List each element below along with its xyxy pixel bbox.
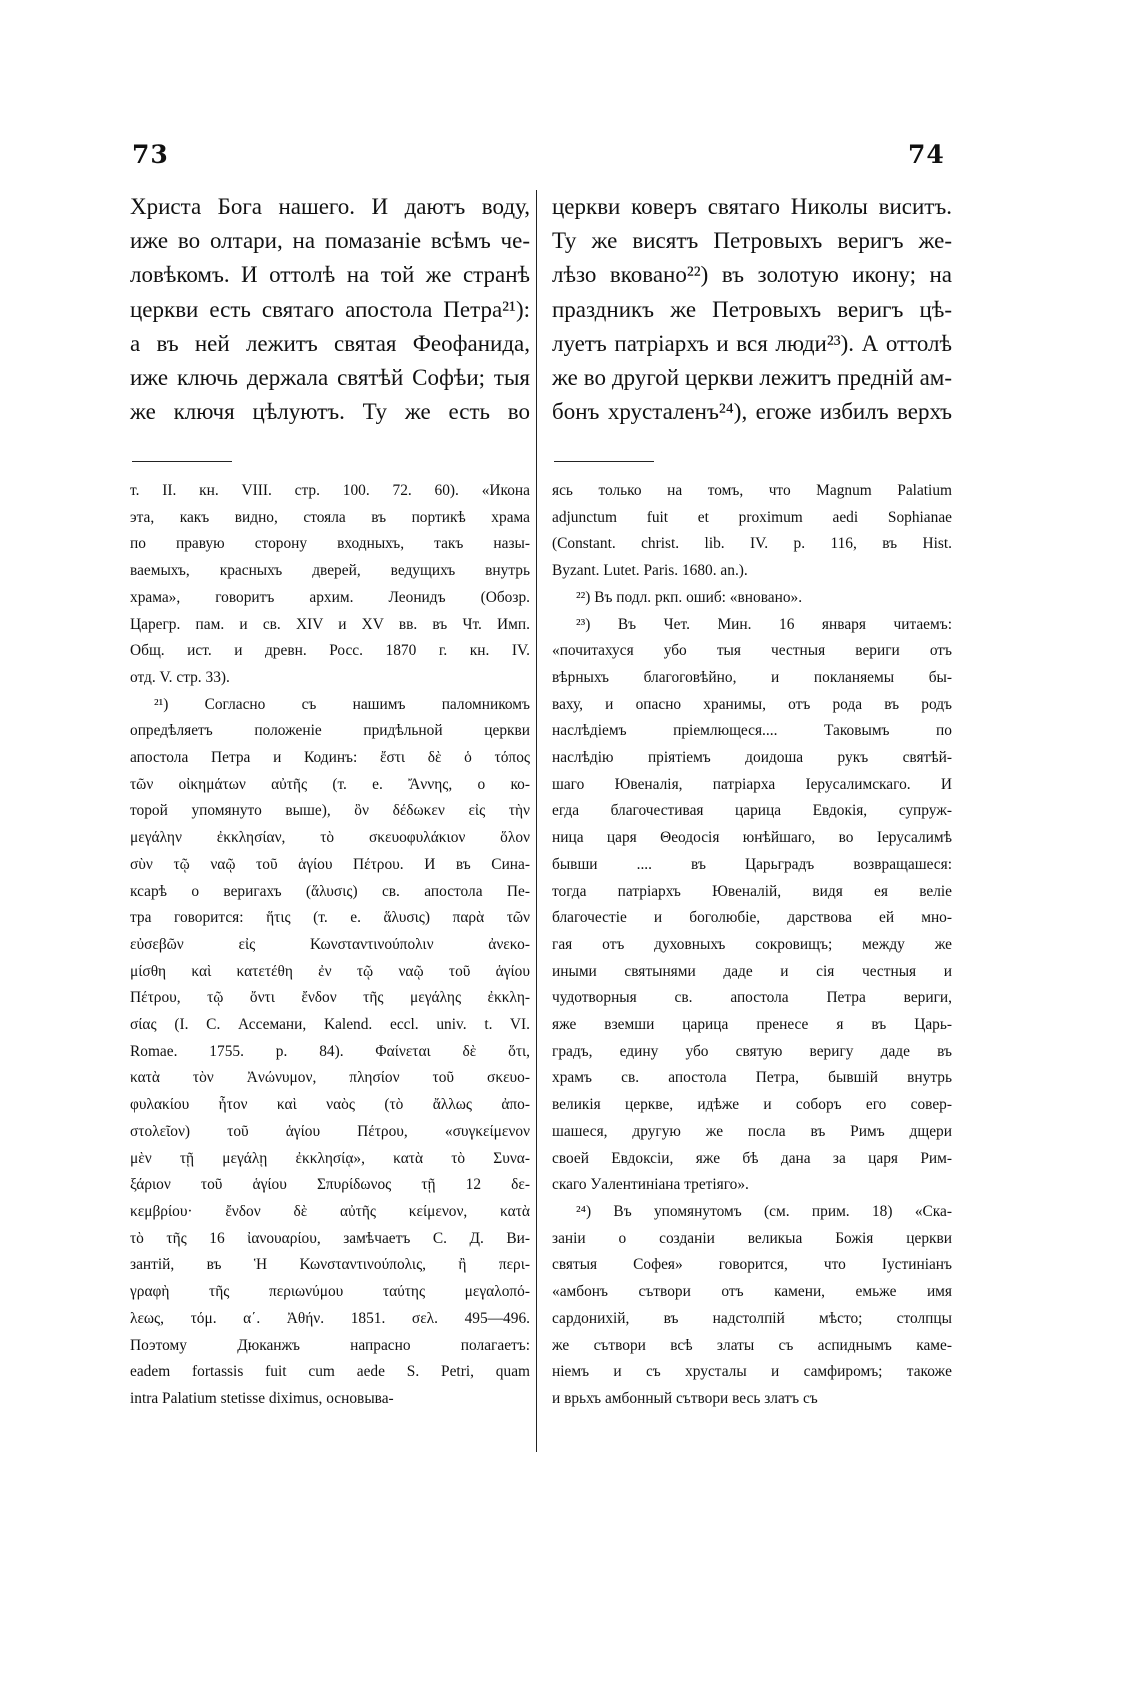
- main-line: а въ ней лежитъ святая Феофанида,: [130, 330, 530, 356]
- right-main-text: [552, 190, 952, 430]
- footnote-line: храмъ св. апостола Петра, бывшій внутрь: [552, 1069, 952, 1087]
- footnote-line: храма», говоритъ архим. Леонидъ (Обозр.: [130, 588, 530, 606]
- footnote-line: святыя Софея» говорится, что Іустиніанъ: [552, 1256, 952, 1274]
- footnote-line: στολεῖον) τοῦ ἁγίου Πέτρου, «συγκείμενον: [130, 1122, 530, 1140]
- footnote-line: ница царя Θеодосія юнѣйшаго, во Іерусалимѣ: [552, 829, 952, 847]
- footnote-line: тра говорится: ἥτις (т. е. ἅλυσις) παρὰ τῶν: [130, 909, 530, 927]
- main-line: лѣзо вковано²²) въ золотую икону; на: [552, 262, 952, 288]
- main-line: иже во олтари, на помазаніе всѣмъ че-: [130, 228, 530, 254]
- main-line: луетъ патріархъ и вся люди²³). А оттолѣ: [552, 330, 952, 356]
- left-main-text: [130, 190, 530, 430]
- footnote-line: Byzant. Lutet. Paris. 1680. an.).: [552, 562, 748, 580]
- footnote-line: εὐσεβῶν εἰς Κωνσταντινούπολιν ἀνεκο-: [130, 935, 530, 953]
- main-line: Христа Бога нашего. И даютъ воду,: [130, 194, 530, 219]
- footnote-line: егда благочестивая царица Евдокія, супруж-: [552, 802, 952, 820]
- right-footnotes: [552, 478, 952, 1413]
- footnote-line: благочестіе и боголюбіе, дарствова ей мно-: [552, 909, 952, 927]
- main-line: бонъ хрусталенъ²⁴), егоже избилъ верхъ: [552, 399, 952, 425]
- footnote-line: тогда патріархъ Ювеналій, видя ея веліе: [552, 882, 952, 900]
- footnote-line: эта, какъ видно, стояла въ портикѣ храма: [130, 508, 530, 526]
- footnote-line: отд. V. стр. 33).: [130, 668, 230, 686]
- page-number-left: 73: [132, 140, 169, 169]
- main-line: церкви коверъ святаго Николы виситъ.: [552, 194, 952, 219]
- footnote-line: μεγάλην ἐκκλησίαν, τὸ σκευοφυλάκιον ὅλον: [130, 829, 530, 847]
- footnote-rule: [132, 461, 232, 462]
- left-column: [130, 190, 530, 1413]
- footnote-line: eadem fortassis fuit cum aede S. Petri, quam: [130, 1363, 530, 1381]
- main-line: праздникъ же Петровыхъ веригъ цѣ-: [552, 296, 952, 322]
- footnote-line: γραφὴ τῆς περιωνύμου ταύτης μεγαλοπό-: [130, 1283, 530, 1301]
- main-line: же во другой церкви лежитъ предній ам-: [552, 365, 952, 391]
- main-line: же ключя цѣлуютъ. Ту же есть во: [130, 399, 530, 425]
- footnote-line: Romae. 1755. p. 84). Φαίνεται δὲ ὅτι,: [130, 1042, 530, 1060]
- footnote-line: ²²) Въ подл. ркп. ошиб: «вновано».: [576, 588, 803, 606]
- footnote-line: σὺν τῷ ναῷ τοῦ ἁγίου Πέτρου. И въ Сина-: [130, 855, 530, 873]
- main-line: ловѣкомъ. И оттолѣ на той же странѣ: [130, 262, 530, 288]
- footnote-line: «амбонъ сътвори отъ камени, емьже имя: [552, 1283, 952, 1301]
- main-line: Ту же висятъ Петровыхъ веригъ же-: [552, 228, 952, 254]
- footnote-line: φυλακίου ἦτον καὶ ναὸς (τὸ ἄλλως ἀπο-: [130, 1096, 530, 1114]
- footnote-rule: [554, 461, 654, 462]
- footnote-line: же сътвори всѣ златы съ аспиднымъ каме-: [552, 1336, 952, 1354]
- footnote-line: κεμβρίου· ἔνδον δὲ αὐτῆς κείμενον, κατὰ: [130, 1202, 530, 1220]
- footnote-line: Царегр. пам. и св. XIV и XV вв. въ Чт. Имп.: [130, 615, 530, 633]
- footnote-line: наслѣдію пріятіемъ доидоша рукъ святѣй-: [552, 749, 952, 767]
- footnote-line: шашеся, другую же посла въ Римъ дщери: [552, 1122, 952, 1140]
- footnote-line: ніемъ и съ хрусталы и самфиромъ; такожe: [552, 1363, 952, 1381]
- footnote-line: Общ. ист. и древн. Росс. 1870 г. кн. IV.: [130, 642, 530, 660]
- footnote-line: ²¹) Согласно съ нашимъ паломникомъ: [154, 695, 530, 713]
- footnote-line: и врьхъ амбонный сътвори весь златъ съ: [552, 1389, 818, 1407]
- main-line: церкви есть святаго апостола Петра²¹):: [130, 296, 530, 322]
- footnote-line: Поэтому Дюканжъ напрасно полагаетъ:: [130, 1336, 530, 1354]
- footnote-line: ²⁴) Въ упомянутомъ (см. прим. 18) «Ска-: [576, 1202, 952, 1220]
- footnote-line: иными святынями даде и сія честныя и: [552, 962, 952, 980]
- footnote-line: τὸ τῆς 16 ἰανουαρίου, замѣчаетъ С. Д. Ви-: [130, 1229, 530, 1247]
- footnote-line: опредѣляетъ положеніе придѣльной церкви: [130, 722, 530, 740]
- footnote-line: наслѣдіемъ пріемлющеся.... Таковымъ по: [552, 722, 952, 740]
- footnote-line: ваемыхъ, красныхъ дверей, ведущихъ внутрь: [130, 562, 530, 580]
- footnote-line: бывши .... въ Царьградъ возвращашеся:: [552, 855, 952, 873]
- footnote-line: чудотворныя св. апостола Петра вериги,: [552, 989, 952, 1007]
- footnote-line: градъ, едину убо святую веригу даде въ: [552, 1042, 952, 1060]
- footnote-line: μὲν τῇ μεγάλῃ ἐκκλησίᾳ», κατὰ τὸ Συνα-: [130, 1149, 530, 1167]
- footnote-line: (Constant. christ. lib. IV. p. 116, въ Hist.: [552, 535, 952, 553]
- footnote-line: по правую сторону входныхъ, такъ назы-: [130, 535, 530, 553]
- footnote-line: σίας (I. C. Ассемани, Kalend. eccl. univ. t. VI.: [130, 1016, 530, 1034]
- footnote-line: великія церкве, идѣже и соборъ его совер-: [552, 1096, 952, 1114]
- footnote-line: adjunctum fuit et proximum aedi Sophianae: [552, 508, 952, 526]
- left-footnotes: [130, 478, 530, 1413]
- footnote-line: intra Palatium stetisse diximus, основыва-: [130, 1389, 394, 1407]
- page-number-right: 74: [908, 140, 945, 169]
- footnote-line: ваху, и опасно хранимы, отъ рода въ родъ: [552, 695, 952, 713]
- footnote-line: μίσθη καὶ κατετέθη ἐν τῷ ναῷ τοῦ ἁγίου: [130, 962, 530, 980]
- right-column: [552, 190, 952, 1413]
- footnote-line: заніи о созданіи великыа Божія церкви: [552, 1229, 952, 1247]
- footnote-line: своей Евдоксіи, яже бѣ дана за царя Рим-: [552, 1149, 952, 1167]
- footnote-line: λεως, τόμ. α΄. Ἀθήν. 1851. σελ. 495—496.: [130, 1309, 530, 1327]
- footnote-line: сардонихій, въ надстолпій мѣсто; столпцы: [552, 1309, 952, 1327]
- footnote-line: Πέτρου, τῷ ὄντι ἔνδον τῆς μεγάλης ἐκκλη-: [130, 989, 530, 1007]
- footnote-line: скаго Уалентиніана третіяго».: [552, 1176, 749, 1194]
- footnote-line: κατὰ τὸν Ἀνώνυμον, πλησίον τοῦ σκευο-: [130, 1069, 530, 1087]
- footnote-line: зантій, въ Ἡ Κωνσταντινούπολις, ἢ περι-: [130, 1256, 530, 1274]
- column-divider: [536, 190, 537, 1452]
- footnote-line: шаго Ювеналія, патріарха Іерусалимскаго. И: [552, 775, 952, 793]
- footnote-line: торой упомянуто выше), ὃν δέδωκεν εἰς τὴν: [130, 802, 530, 820]
- footnote-line: яже вземши царица пренесе я въ Царь-: [552, 1016, 952, 1034]
- footnote-line: ксарѣ о веригахъ (ἅλυσις) св. апостола Пе-: [130, 882, 530, 900]
- footnote-line: гая отъ духовныхъ сокровищъ; между же: [552, 935, 952, 953]
- footnote-line: ясь только на томъ, что Magnum Palatium: [552, 482, 952, 499]
- footnote-line: τῶν οἰκημάτων αὐτῆς (т. е. Ἄννης, о ко-: [130, 775, 530, 793]
- footnote-line: вѣрныхъ благоговѣйно, и покланяемы бы-: [552, 668, 952, 686]
- footnote-line: ξάριον τοῦ ἁγίου Σπυρίδωνος τῇ 12 δε-: [130, 1176, 530, 1194]
- footnote-line: т. II. кн. VIII. стр. 100. 72. 60). «Икона: [130, 482, 530, 499]
- footnote-line: ²³) Въ Чет. Мин. 16 января читаемъ:: [576, 615, 952, 633]
- footnote-line: «почитахуся убо тыя честныя вериги отъ: [552, 642, 952, 660]
- footnote-line: апостола Петра и Кодинъ: ἔστι δὲ ὁ τόπος: [130, 749, 530, 767]
- main-line: иже ключь держала святѣй Софѣи; тыя: [130, 365, 530, 391]
